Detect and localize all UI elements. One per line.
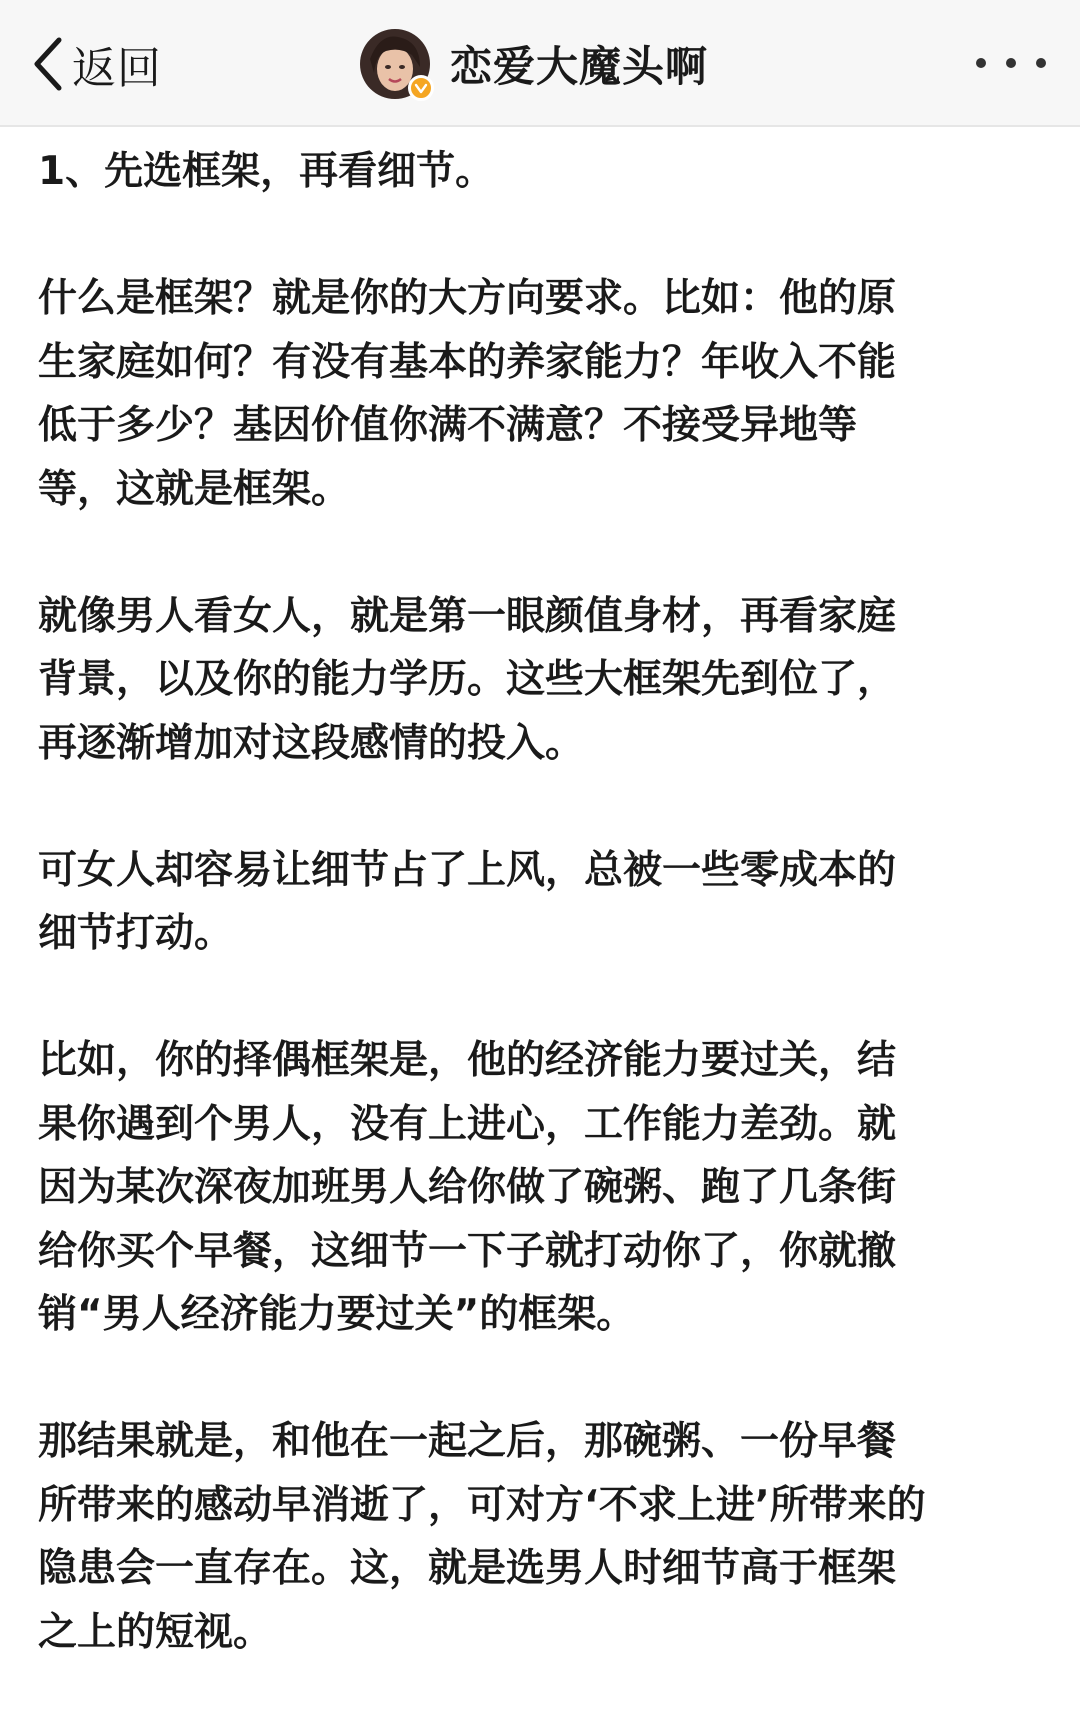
- post-paragraph: 可女人却容易让细节占了上风，总被一些零成本的 细节打动。: [38, 847, 897, 956]
- post-paragraph: 1、先选框架，再看细节。: [38, 149, 495, 194]
- more-dots-icon: [1006, 58, 1016, 68]
- post-content: [38, 140, 1048, 1728]
- verified-badge: [408, 75, 434, 101]
- profile-header[interactable]: [360, 26, 708, 102]
- back-button[interactable]: [30, 28, 162, 100]
- chevron-left-icon: [30, 35, 64, 93]
- avatar[interactable]: [360, 29, 430, 99]
- more-button[interactable]: [976, 50, 1046, 76]
- post-paragraph: 就像男人看女人，就是第一眼颜值身材，再看家庭 背景，以及你的能力学历。这些大框架先到位了， 再逐渐增加对这段感情的投入。: [38, 593, 897, 766]
- account-name: 恋爱大魔头啊: [450, 42, 709, 91]
- top-nav-bar: [0, 0, 1080, 127]
- post-paragraph: 什么是框架？就是你的大方向要求。比如：他的原 生家庭如何？有没有基本的养家能力？年收入不能 低于多少？基因价值你满不满意？不接受异地等 等，这就是框架。: [38, 276, 897, 512]
- post-paragraph: 比如，你的择偶框架是，他的经济能力要过关，结 果你遇到个男人，没有上进心，工作能力差劲。就 因为某次深夜加班男人给你做了碗粥、跑了几条街 给你买个早餐，这细节一下子就打动你了，你就撤 销“男人经济能力要过关”的框架。: [38, 1038, 897, 1337]
- back-label: 返回: [72, 43, 162, 94]
- post-paragraph: 那结果就是，和他在一起之后，那碗粥、一份早餐 所带来的感动早消逝了，可对方‘不求上进’所带来的 隐患会一直存在。这，就是选男人时细节高于框架 之上的短视。: [38, 1419, 926, 1655]
- more-dots-icon: [976, 58, 986, 68]
- verified-v-badge-icon: [414, 82, 428, 94]
- more-dots-icon: [1036, 58, 1046, 68]
